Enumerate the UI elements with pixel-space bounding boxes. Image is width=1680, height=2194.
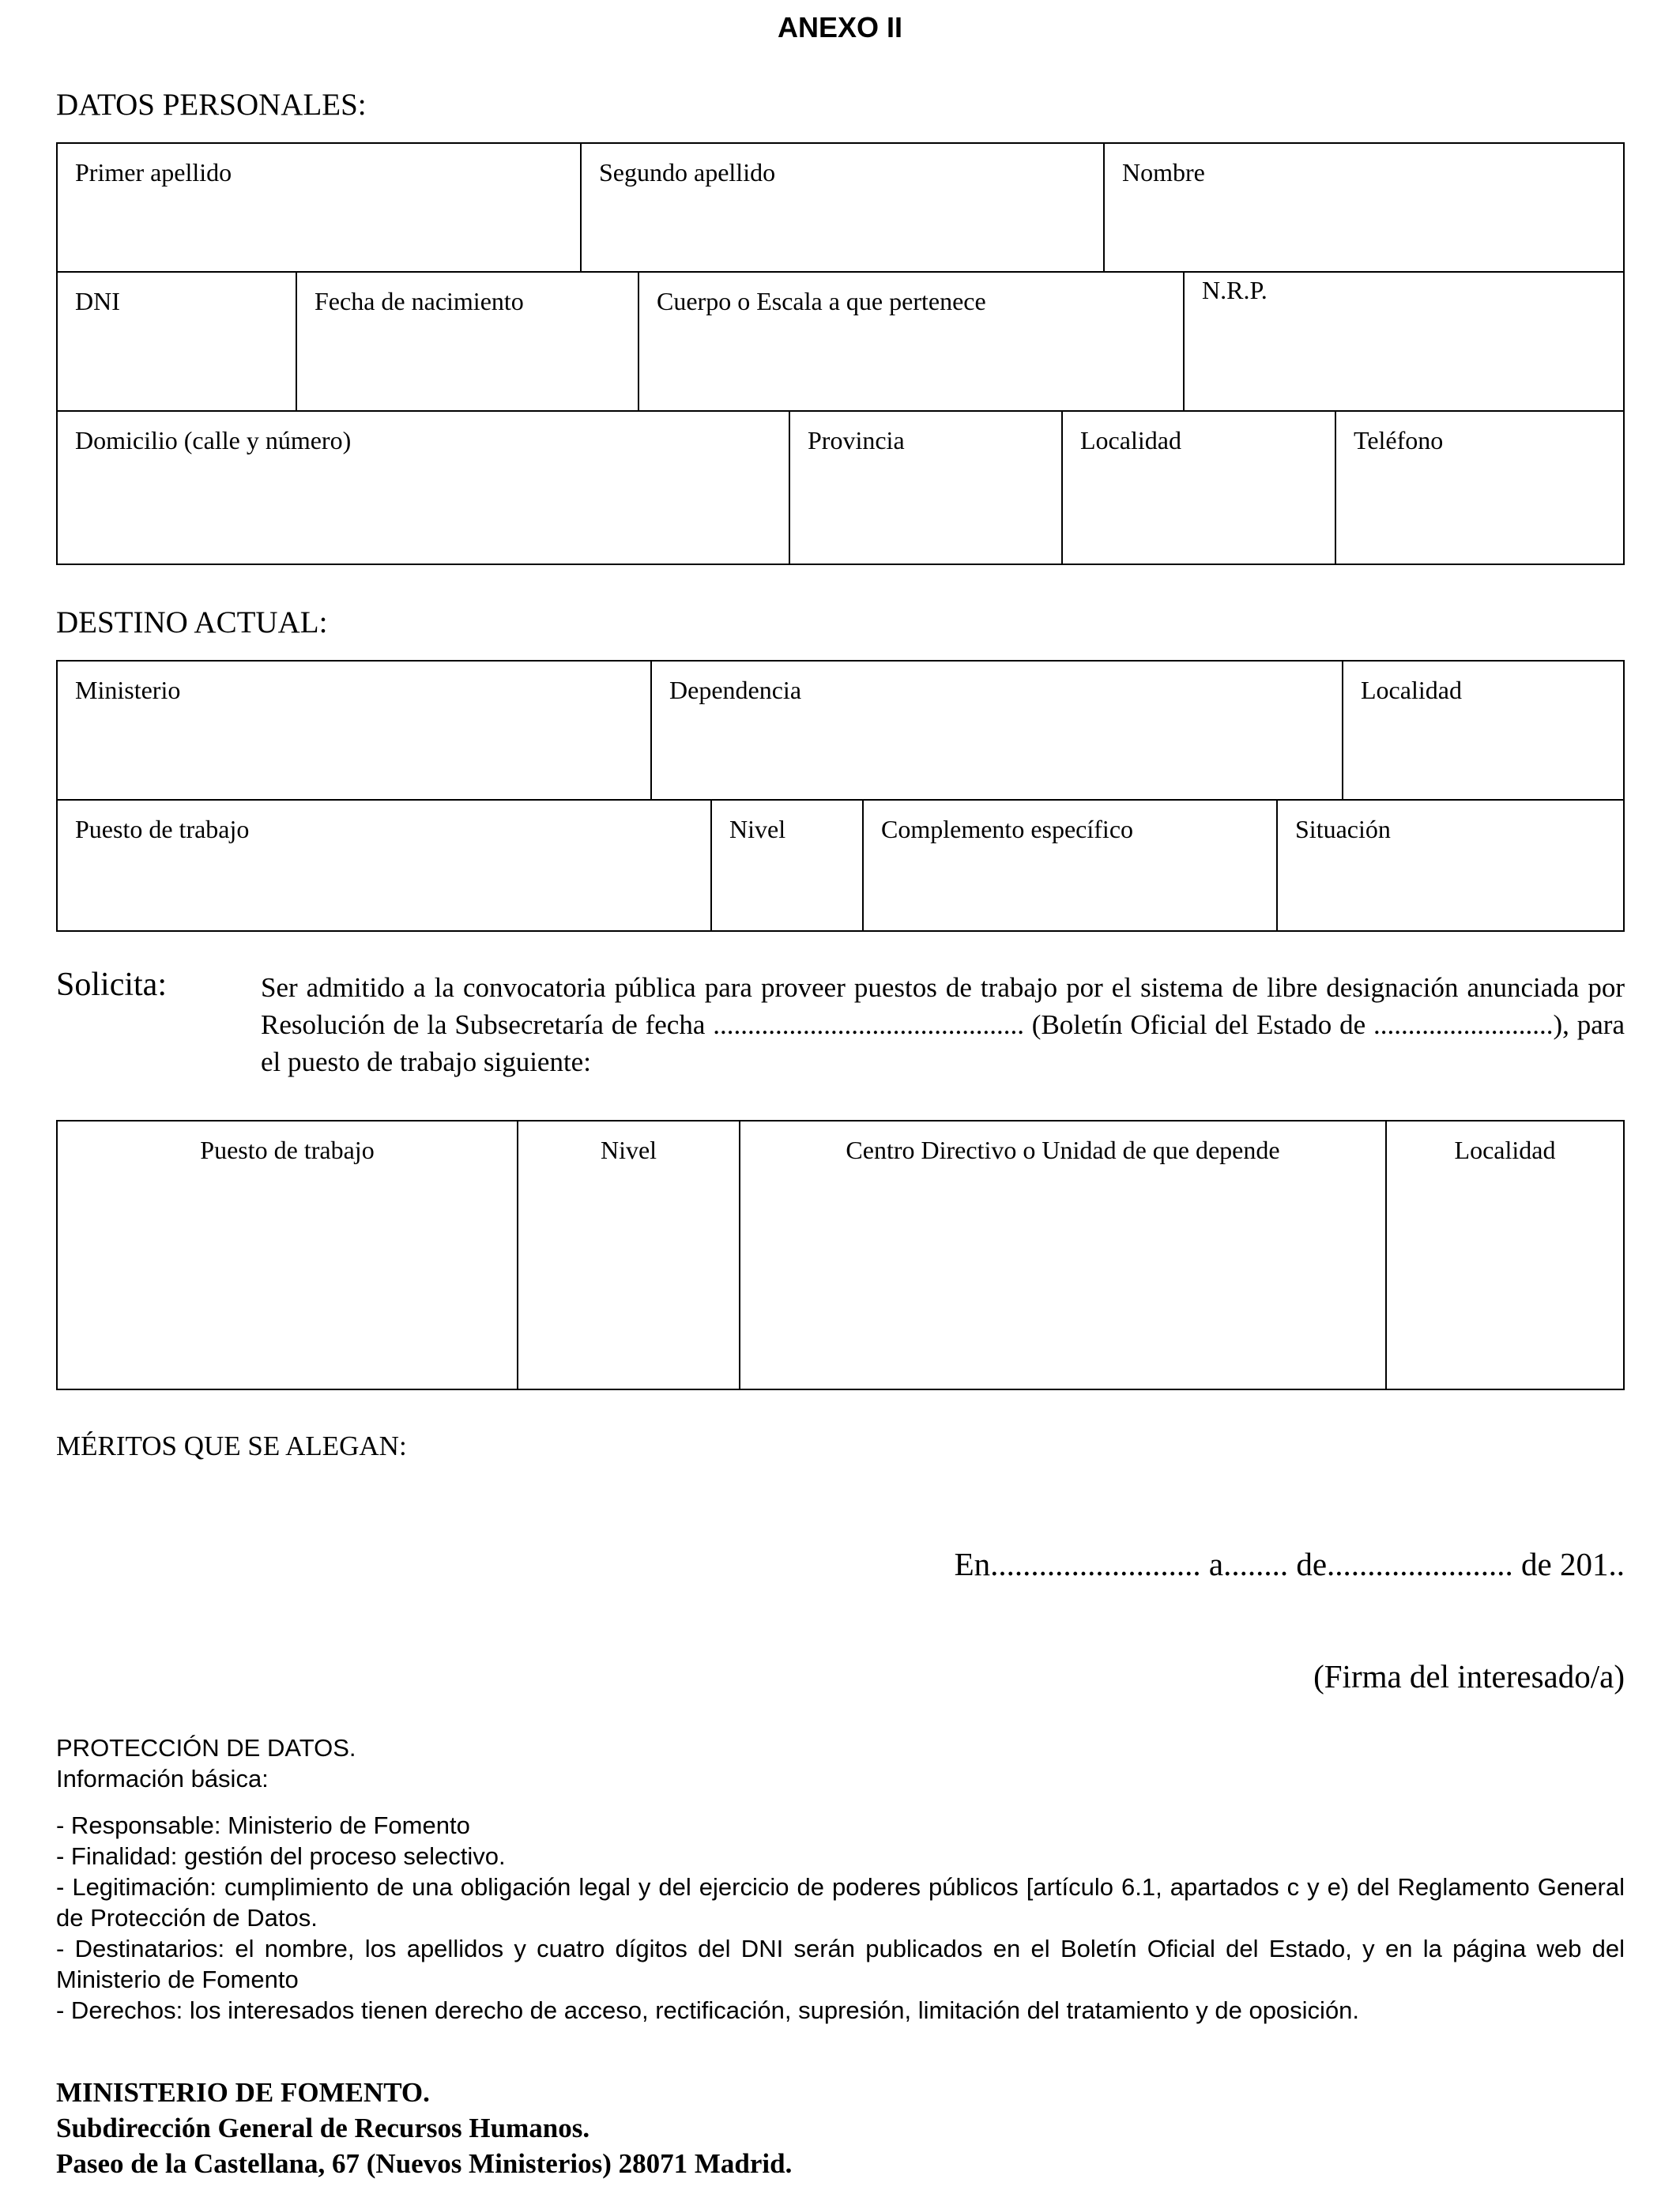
fecha-nacimiento-field[interactable]: [297, 273, 639, 410]
situacion-field[interactable]: [1278, 801, 1623, 930]
dependencia-label: Dependencia: [669, 676, 802, 704]
proteccion-item-derechos: - Derechos: los interesados tienen derecho de acceso, rectificación, supresión, limitación del tratamiento y de oposición.: [56, 1996, 1360, 2024]
nombre-label: Nombre: [1122, 158, 1205, 187]
fecha-nacimiento-label: Fecha de nacimiento: [315, 287, 524, 315]
telefono-field[interactable]: [1336, 412, 1623, 564]
dependencia-field[interactable]: [652, 662, 1343, 799]
nivel-actual-field[interactable]: [712, 801, 864, 930]
complemento-especifico-label: Complemento específico: [881, 815, 1134, 843]
firma-label: (Firma del interesado/a): [1313, 1658, 1625, 1695]
cuerpo-escala-label: Cuerpo o Escala a que pertenece: [657, 287, 986, 315]
subdireccion-name: Subdirección General de Recursos Humanos.: [56, 2113, 590, 2143]
nivel-solicitado-header: Nivel: [600, 1136, 657, 1164]
puesto-solicitado-header: Puesto de trabajo: [200, 1136, 375, 1164]
datos-personales-row-3: [58, 412, 1623, 564]
localidad-field[interactable]: [1063, 412, 1336, 564]
datos-personales-heading: DATOS PERSONALES:: [56, 88, 367, 122]
solicita-text: Ser admitido a la convocatoria pública para proveer puestos de trabajo por el sistema de libre designación anunciada por Resolución de la Subsecretaría de fecha ............................................. (Boletín Oficial del Estado de ..........................), para el puesto de trabajo siguiente:: [261, 972, 1625, 1077]
puesto-solicitado-field[interactable]: [58, 1122, 518, 1389]
proteccion-datos-subtitle: Información básica:: [56, 1765, 269, 1793]
nrp-field[interactable]: [1185, 273, 1623, 410]
datos-personales-row-1: [58, 144, 1623, 273]
nombre-field[interactable]: [1105, 144, 1623, 271]
primer-apellido-label: Primer apellido: [75, 158, 232, 187]
ministry-address: Paseo de la Castellana, 67 (Nuevos Ministerios) 28071 Madrid.: [56, 2148, 793, 2179]
proteccion-datos-title: PROTECCIÓN DE DATOS.: [56, 1734, 356, 1762]
nivel-actual-label: Nivel: [729, 815, 786, 843]
localidad-solicitada-field[interactable]: [1387, 1122, 1623, 1389]
ministry-name: MINISTERIO DE FOMENTO.: [56, 2077, 430, 2108]
primer-apellido-field[interactable]: [58, 144, 582, 271]
dni-label: DNI: [75, 287, 120, 315]
datos-personales-row-2: [58, 273, 1623, 412]
solicita-label: Solicita:: [56, 967, 167, 1003]
provincia-label: Provincia: [808, 426, 905, 454]
domicilio-label: Domicilio (calle y número): [75, 426, 352, 454]
proteccion-item-finalidad: - Finalidad: gestión del proceso selectivo.: [56, 1842, 506, 1870]
ministerio-label: Ministerio: [75, 676, 181, 704]
telefono-label: Teléfono: [1354, 426, 1444, 454]
proteccion-item-legitimacion: - Legitimación: cumplimiento de una obligación legal y del ejercicio de poderes públicos [artículo 6.1, apartados c y e) del Reglamento General de Protección de Datos.: [56, 1873, 1625, 1932]
destino-actual-row-1: [58, 662, 1623, 801]
proteccion-item-responsable: - Responsable: Ministerio de Fomento: [56, 1811, 470, 1839]
situacion-label: Situación: [1295, 815, 1391, 843]
segundo-apellido-field[interactable]: [582, 144, 1105, 271]
destino-actual-table: [56, 660, 1625, 932]
nivel-solicitado-field[interactable]: [518, 1122, 740, 1389]
localidad-actual-field[interactable]: [1343, 662, 1623, 799]
nrp-label: N.R.P.: [1202, 276, 1268, 304]
ministerio-field[interactable]: [58, 662, 652, 799]
segundo-apellido-label: Segundo apellido: [599, 158, 776, 187]
meritos-heading: MÉRITOS QUE SE ALEGAN:: [56, 1431, 407, 1461]
localidad-actual-label: Localidad: [1361, 676, 1462, 704]
destino-actual-heading: DESTINO ACTUAL:: [56, 605, 328, 639]
fecha-lugar-line: En.......................... a........ de....................... de 201..: [954, 1546, 1625, 1582]
destino-actual-row-2: [58, 801, 1623, 930]
localidad-solicitada-header: Localidad: [1454, 1136, 1556, 1164]
puesto-solicitado-table: [56, 1120, 1625, 1390]
provincia-field[interactable]: [790, 412, 1063, 564]
localidad-label: Localidad: [1080, 426, 1181, 454]
complemento-especifico-field[interactable]: [864, 801, 1278, 930]
cuerpo-escala-field[interactable]: [639, 273, 1185, 410]
proteccion-datos-header: [56, 1732, 1625, 1794]
dni-field[interactable]: [58, 273, 297, 410]
ministry-address-block: [56, 2075, 792, 2181]
proteccion-item-destinatarios: - Destinatarios: el nombre, los apellidos y cuatro dígitos del DNI serán publicados en el Boletín Oficial del Estado, y en la página web del Ministerio de Fomento: [56, 1935, 1625, 1993]
puesto-trabajo-actual-label: Puesto de trabajo: [75, 815, 250, 843]
puesto-solicitado-row: [58, 1122, 1623, 1389]
datos-personales-table: [56, 142, 1625, 565]
document-title: ANEXO II: [777, 11, 903, 43]
domicilio-field[interactable]: [58, 412, 790, 564]
centro-directivo-header: Centro Directivo o Unidad de que depende: [846, 1136, 1280, 1164]
puesto-trabajo-actual-field[interactable]: [58, 801, 712, 930]
proteccion-datos-list: [56, 1810, 1625, 2026]
centro-directivo-field[interactable]: [740, 1122, 1387, 1389]
